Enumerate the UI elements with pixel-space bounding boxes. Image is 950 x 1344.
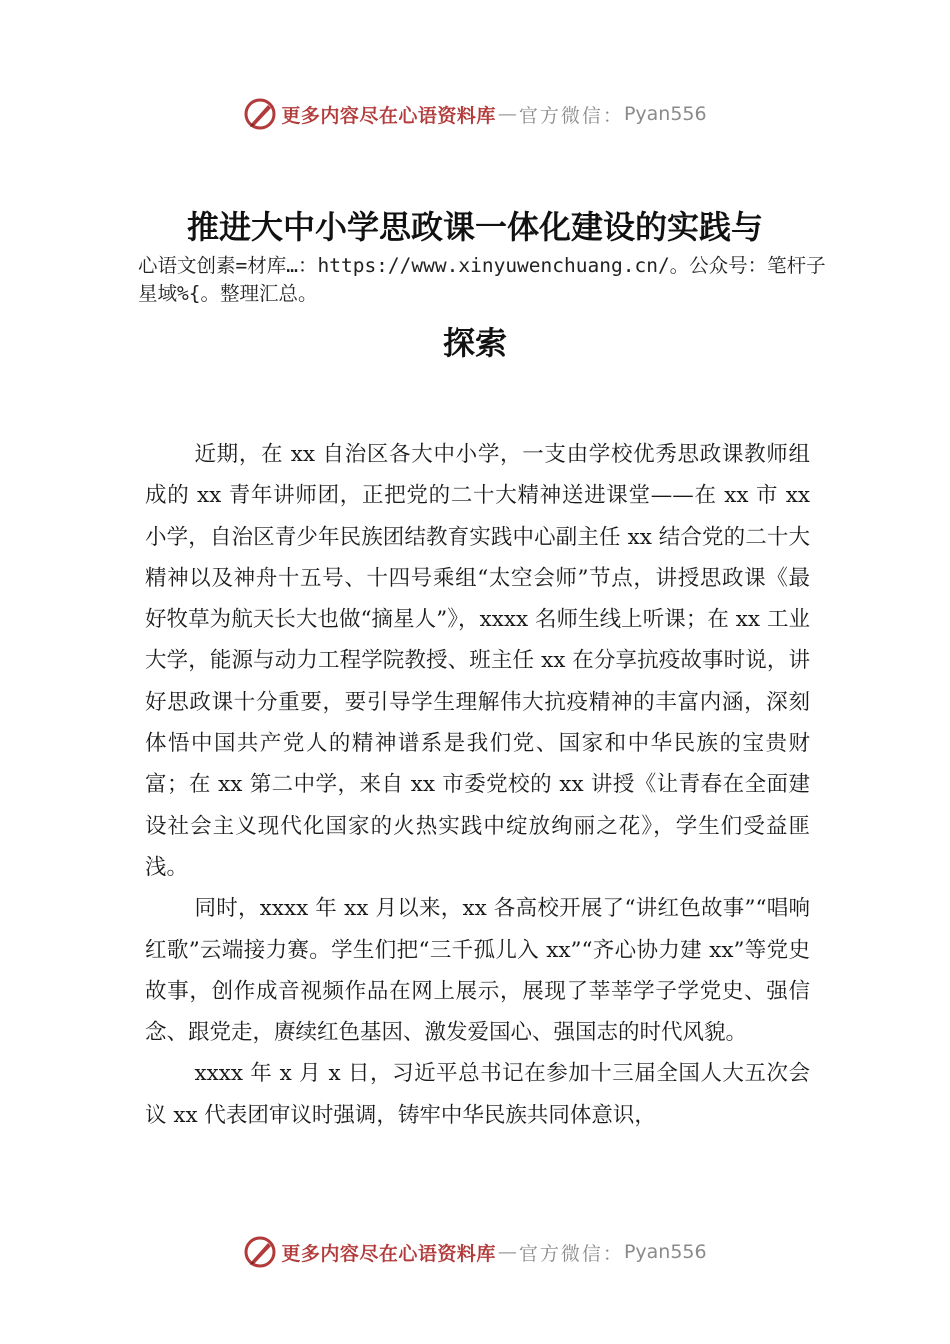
watermark-text: 心语文创素=材库…：https://www.xinyuwenchuang.cn/。公众号：笔杆子星域%{。整理汇总。: [138, 254, 826, 305]
banner-text: 更多内容尽在心语资料库: [281, 104, 496, 127]
paragraph-1: 近期，在 xx 自治区各大中小学，一支由学校优秀思政课教师组成的 xx 青年讲师团，正把党的二十大精神送进课堂——在 xx 市 xx 小学，自治区青少年民族团结教育实践中心副主任 xx 结合党的二十大精神以及神舟十五号、十四号乘组“太空会师”节点，讲授思政课《最好牧草为航天长大也做“摘星人”》，xxxx 名师生线上听课；在 xx 工业大学，能源与动力工程学院教授、班主任 xx 在分享抗疫故事时说，讲好思政课十分重要，要引导学生理解伟大抗疫精神的丰富内涵，深刻体悟中国共产党人的精神谱系是我们党、国家和中华民族的宝贵财富；在 xx 第二中学，来自 xx 市委党校的 xx 讲授《让青春在全面建设社会主义现代化国家的火热实践中绽放绚丽之花》，学生们受益匪浅。: [145, 442, 810, 880]
document-title-line1: 推进大中小学思政课一体化建设的实践与: [186, 208, 763, 246]
banner-dash: —: [497, 103, 517, 125]
header-banner: [0, 94, 950, 134]
pen-logo-icon: [243, 97, 277, 131]
banner-wechat-label: 官方微信：: [518, 1242, 624, 1265]
banner-text: 更多内容尽在心语资料库: [281, 1242, 496, 1265]
pen-logo-icon: [243, 1235, 277, 1269]
banner-wechat-id: Pyan556: [623, 103, 707, 125]
footer-banner: [0, 1232, 950, 1272]
banner-dash: —: [497, 1241, 517, 1263]
paragraph-2: 同时，xxxx 年 xx 月以来，xx 各高校开展了“讲红色故事”“唱响红歌”云端接力赛。学生们把“三千孤儿入 xx”“齐心协力建 xx”等党史故事，创作成音视频作品在网上展示，展现了莘莘学子学党史、强信念、跟党走，赓续红色基因、激发爱国心、强国志的时代风貌。: [145, 896, 810, 1046]
document-title-line2: 探索: [442, 324, 507, 362]
banner-wechat-id: Pyan556: [623, 1241, 707, 1263]
paragraph-3: xxxx 年 x 月 x 日，习近平总书记在参加十三届全国人大五次会议 xx 代表团审议时强调，铸牢中华民族共同体意识，: [145, 1061, 810, 1128]
banner-wechat-label: 官方微信：: [518, 104, 624, 127]
document-body: [145, 434, 810, 1136]
